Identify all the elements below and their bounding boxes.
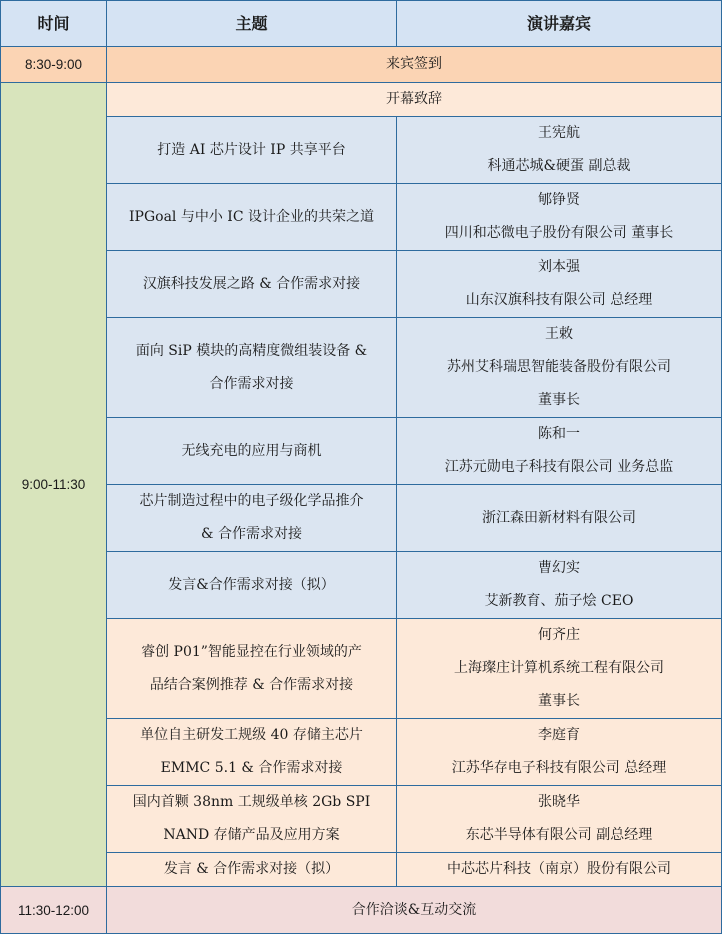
topic-line: EMMC 5.1 & 合作需求对接 [160,760,343,776]
session-topic [107,117,397,184]
topic-line: 睿创 P01”智能显控在行业领域的产 [141,643,362,660]
session-row [1,719,722,786]
header-topic: 主题 [107,1,397,47]
speaker-name: 李庭育 [538,727,580,743]
speaker-affiliation: 山东汉旗科技有限公司 总经理 [465,292,653,308]
morning-time: 9:00-11:30 [1,83,107,887]
session-row [1,786,722,853]
speaker-affiliation: 四川和芯微电子股份有限公司 董事长 [444,225,674,241]
session-row [1,318,722,418]
speaker-name: 陈和一 [538,426,580,442]
speaker-affiliation: 董事长 [538,693,580,709]
topic-line: 面向 SiP 模块的高精度微组装设备 & [135,342,368,359]
session-topic [107,318,397,418]
speaker-affiliation: 艾新教育、茄子烩 CEO [484,593,634,609]
session-speaker [397,786,722,853]
topic-line: & 合作需求对接 [201,526,302,542]
session-topic [107,251,397,318]
topic-line: 发言 & 合作需求对接（拟） [163,861,340,877]
session-speaker [397,318,722,418]
session-speaker [397,853,722,887]
session-row [1,251,722,318]
session-row [1,418,722,485]
session-row [1,184,722,251]
topic-line: 国内首颗 38nm 工规级单核 2Gb SPI [132,794,371,810]
speaker-affiliation: 苏州艾科瑞思智能装备股份有限公司 [447,359,671,375]
topic-line: 品结合案例推荐 & 合作需求对接 [149,676,354,693]
closing-label: 合作洽谈&互动交流 [107,887,722,934]
topic-line: 合作需求对接 [209,375,294,392]
checkin-label: 来宾签到 [107,47,722,83]
speaker-name: 曹幻实 [538,560,580,576]
session-topic [107,184,397,251]
session-speaker [397,552,722,619]
speaker-affiliation: 浙江森田新材料有限公司 [482,509,636,526]
speaker-name: 张晓华 [538,794,580,810]
session-topic [107,418,397,485]
session-speaker [397,485,722,552]
speaker-name: 郇铮贤 [538,192,580,208]
speaker-name: 刘本强 [538,259,580,275]
session-row [1,619,722,719]
checkin-row [1,47,722,83]
session-speaker [397,418,722,485]
session-topic [107,552,397,619]
speaker-affiliation: 江苏华存电子科技有限公司 总经理 [451,760,667,776]
speaker-affiliation: 江苏元勋电子科技有限公司 业务总监 [444,459,674,475]
header-speaker: 演讲嘉宾 [397,1,722,47]
speaker-affiliation: 董事长 [538,392,580,408]
session-row [1,552,722,619]
session-topic [107,485,397,552]
topic-line: NAND 存储产品及应用方案 [163,827,340,843]
session-topic [107,619,397,719]
session-topic [107,719,397,786]
session-speaker [397,619,722,719]
topic-line: IPGoal 与中小 IC 设计企业的共荣之道 [129,208,374,225]
topic-line: 打造 AI 芯片设计 IP 共享平台 [157,141,346,158]
session-speaker [397,117,722,184]
speaker-name: 王宪航 [538,125,580,141]
closing-row [1,887,722,934]
header-time: 时间 [1,1,107,47]
header-row [1,1,722,47]
topic-line: 发言&合作需求对接（拟） [168,576,335,593]
checkin-time: 8:30-9:00 [1,47,107,83]
opening-row [1,83,722,117]
topic-line: 单位自主研发工规级 40 存储主芯片 [140,727,363,743]
session-speaker [397,184,722,251]
speaker-affiliation: 上海璨庄计算机系统工程有限公司 [454,660,664,676]
topic-line: 无线充电的应用与商机 [181,442,322,459]
session-topic [107,853,397,887]
closing-time: 11:30-12:00 [1,887,107,934]
speaker-affiliation: 中芯芯片科技（南京）股份有限公司 [447,861,671,877]
topic-line: 汉旗科技发展之路 & 合作需求对接 [142,275,361,292]
speaker-name: 何齐庄 [538,627,580,643]
session-speaker [397,719,722,786]
speaker-affiliation: 科通芯城&硬蛋 副总裁 [487,158,631,174]
session-row [1,485,722,552]
opening-label: 开幕致辞 [107,83,722,117]
speaker-name: 王敕 [545,326,573,342]
speaker-affiliation: 东芯半导体有限公司 副总经理 [465,827,653,843]
session-row [1,117,722,184]
session-topic [107,786,397,853]
topic-line: 芯片制造过程中的电子级化学品推介 [139,493,364,509]
session-speaker [397,251,722,318]
session-row [1,853,722,887]
